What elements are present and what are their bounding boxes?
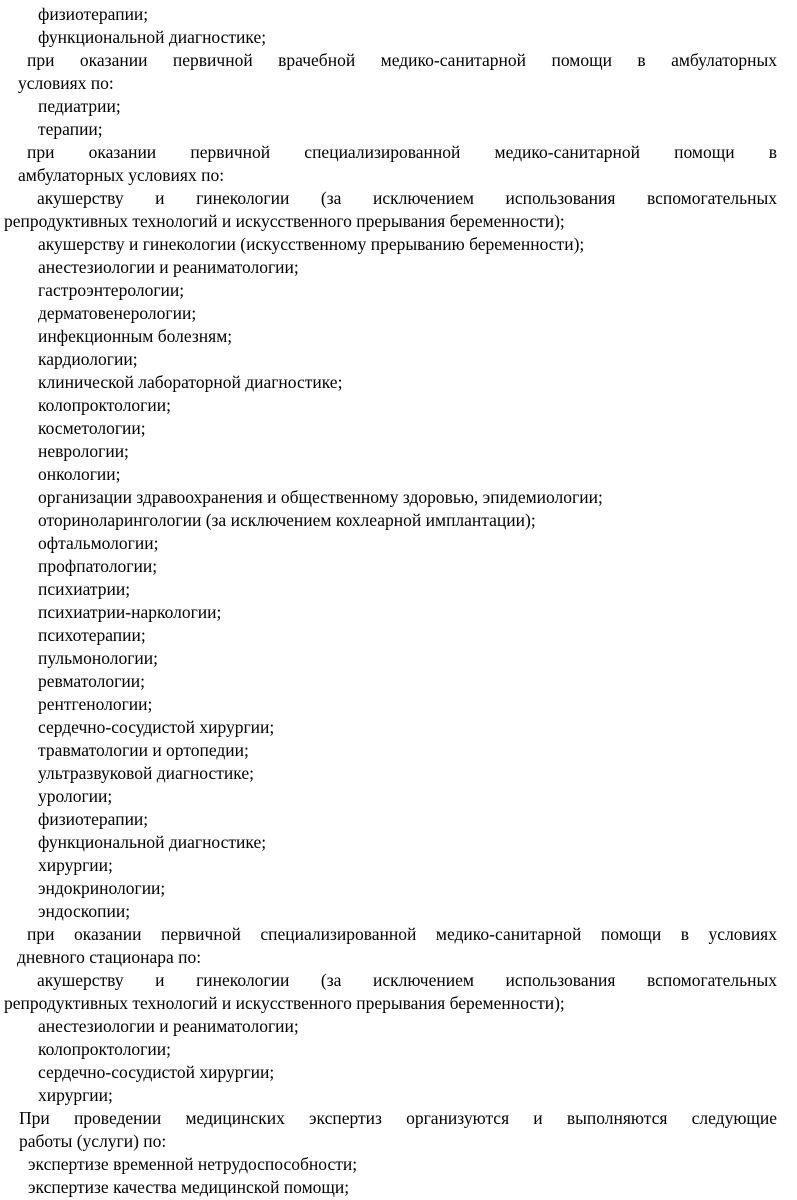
text-line: работы (услуги) по:	[19, 1131, 167, 1151]
text-line: акушерству и гинекологии (за исключением использования вспомогательных	[37, 188, 777, 208]
text-line: экспертизе качества медицинской помощи;	[28, 1177, 350, 1197]
text-line: дерматовенерологии;	[38, 303, 197, 323]
text-line: сердечно-сосудистой хирургии;	[38, 717, 275, 737]
text-line: при оказании первичной врачебной медико-санитарной помощи в амбулаторных	[27, 50, 777, 70]
text-line: травматологии и ортопедии;	[38, 740, 249, 760]
text-block	[0, 3, 797, 1199]
text-line: эндокринологии;	[38, 878, 166, 898]
text-line: ультразвуковой диагностике;	[38, 763, 254, 783]
text-line: акушерству и гинекологии (за исключением использования вспомогательных	[37, 970, 777, 990]
text-line: пульмонологии;	[38, 648, 159, 668]
text-line: при оказании первичной специализированной медико-санитарной помощи в условиях	[27, 924, 777, 944]
text-line: дневного стационара по:	[17, 947, 202, 967]
text-line: неврологии;	[38, 441, 129, 461]
text-line: хирургии;	[38, 1085, 113, 1105]
text-line: репродуктивных технологий и искусственного прерывания беременности);	[4, 211, 565, 231]
text-line: рентгенологии;	[38, 694, 153, 714]
text-line: терапии;	[38, 119, 103, 139]
text-line: анестезиологии и реаниматологии;	[38, 257, 299, 277]
text-line: косметологии;	[38, 418, 146, 438]
text-line: При проведении медицинских экспертиз организуются и выполняются следующие	[19, 1108, 777, 1128]
text-line: репродуктивных технологий и искусственного прерывания беременности);	[4, 993, 565, 1013]
text-line: психиатрии-наркологии;	[38, 602, 222, 622]
text-line: кардиологии;	[38, 349, 138, 369]
text-line: функциональной диагностике;	[38, 832, 267, 852]
text-line: психотерапии;	[38, 625, 146, 645]
text-line: педиатрии;	[38, 96, 121, 116]
text-line: ревматологии;	[38, 671, 145, 691]
text-line: при оказании первичной специализированной медико-санитарной помощи в	[27, 142, 777, 162]
text-line: физиотерапии;	[38, 809, 149, 829]
text-line: организации здравоохранения и общественному здоровью, эпидемиологии;	[38, 487, 603, 507]
text-line: клинической лабораторной диагностике;	[38, 372, 343, 392]
text-line: физиотерапии;	[38, 4, 149, 24]
text-line: гастроэнтерологии;	[38, 280, 185, 300]
text-line: акушерству и гинекологии (искусственному прерыванию беременности);	[38, 234, 585, 254]
text-line: анестезиологии и реаниматологии;	[38, 1016, 299, 1036]
text-line: колопроктологии;	[38, 1039, 171, 1059]
text-line: оториноларингологии (за исключением кохлеарной имплантации);	[38, 510, 536, 530]
text-line: офтальмологии;	[38, 533, 159, 553]
text-line: функциональной диагностике;	[38, 27, 267, 47]
text-line: колопроктологии;	[38, 395, 171, 415]
text-line: урологии;	[38, 786, 113, 806]
text-line: условиях по:	[18, 73, 114, 93]
text-line: экспертизе временной нетрудоспособности;	[28, 1154, 358, 1174]
text-line: психиатрии;	[38, 579, 131, 599]
text-line: хирургии;	[38, 855, 113, 875]
text-line: профпатологии;	[38, 556, 158, 576]
text-line: инфекционным болезням;	[38, 326, 233, 346]
text-line: амбулаторных условиях по:	[18, 165, 225, 185]
text-line: онкологии;	[38, 464, 121, 484]
text-line: сердечно-сосудистой хирургии;	[38, 1062, 275, 1082]
text-line: эндоскопии;	[38, 901, 131, 921]
